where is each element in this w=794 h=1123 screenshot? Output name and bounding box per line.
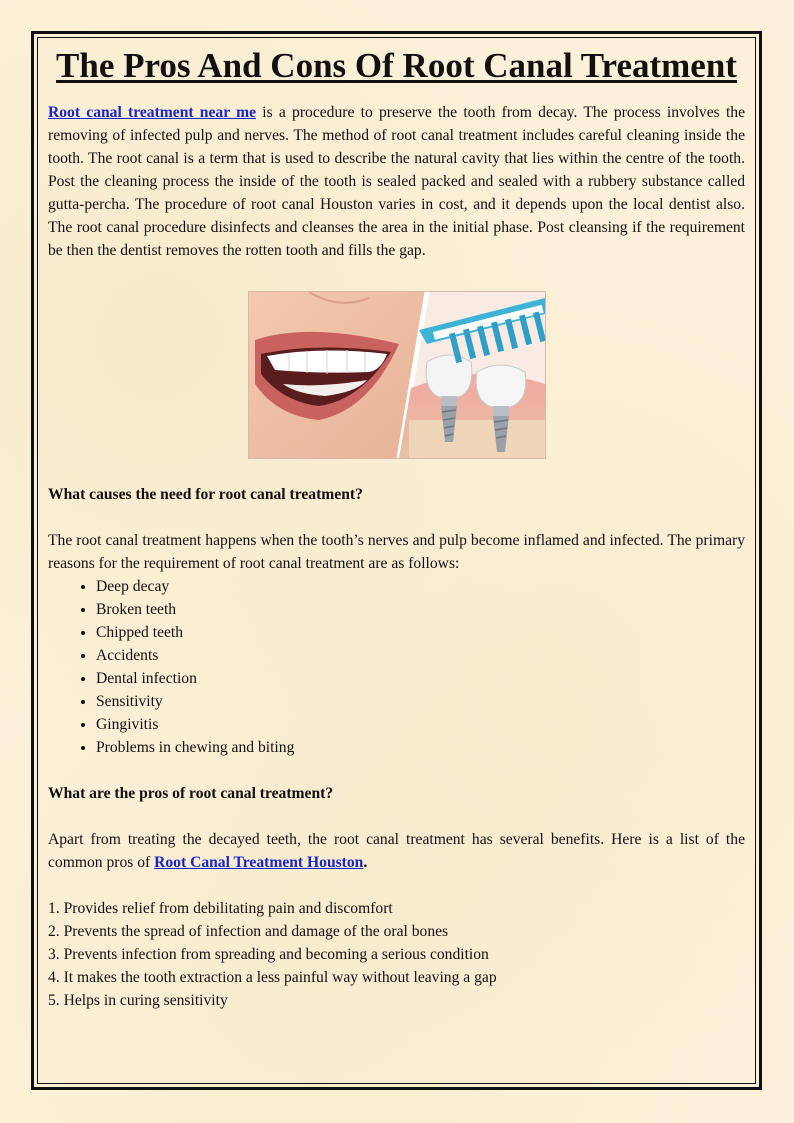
- list-item: 3. Prevents infection from spreading and becoming a serious condition: [48, 946, 489, 963]
- intro-paragraph: [48, 101, 745, 262]
- pros-list: [48, 897, 745, 1012]
- list-item: • Sensitivity: [96, 690, 745, 713]
- causes-list: [48, 575, 745, 759]
- pros-text-before: Apart from treating the decayed teeth, the root canal treatment has several benefits. Here is a list of the common pros of: [48, 831, 745, 871]
- list-item: • Problems in chewing and biting: [96, 736, 745, 759]
- root-canal-near-me-link[interactable]: Root canal treatment near me: [48, 104, 256, 121]
- list-item: • Gingivitis: [96, 713, 745, 736]
- list-item: 2. Prevents the spread of infection and damage of the oral bones: [48, 923, 449, 940]
- list-item: 4. It makes the tooth extraction a less painful way without leaving a gap: [48, 969, 497, 986]
- list-item: • Deep decay: [96, 575, 745, 598]
- causes-paragraph: The root canal treatment happens when the tooth’s nerves and pulp become inflamed and infected. The primary reasons for the requirement of root canal treatment are as follows:: [48, 532, 745, 572]
- list-item: • Accidents: [96, 644, 745, 667]
- list-item: 5. Helps in curing sensitivity: [48, 992, 228, 1009]
- document-content: [48, 44, 745, 1012]
- page-title: The Pros And Cons Of Root Canal Treatment: [56, 46, 737, 85]
- dental-illustration: [248, 291, 546, 459]
- pros-paragraph: [48, 828, 745, 874]
- pros-text-after: .: [363, 854, 368, 871]
- list-item: • Broken teeth: [96, 598, 745, 621]
- pros-heading: What are the pros of root canal treatment?: [48, 785, 334, 802]
- root-canal-houston-link[interactable]: Root Canal Treatment Houston: [154, 854, 364, 871]
- list-item: • Chipped teeth: [96, 621, 745, 644]
- list-item: • Dental infection: [96, 667, 745, 690]
- causes-heading: What causes the need for root canal treatment?: [48, 486, 363, 503]
- smile-and-implant-image: [249, 292, 545, 458]
- list-item: 1. Provides relief from debilitating pain and discomfort: [48, 900, 393, 917]
- intro-text: is a procedure to preserve the tooth from decay. The process involves the removing of infected pulp and nerves. The method of root canal treatment includes careful cleaning inside the tooth. The root canal is a term that is used to describe the natural cavity that lies within the centre of the tooth. Post the cleaning process the inside of the tooth is sealed packed and sealed with a rubbery substance called gutta-percha. The procedure of root canal Houston varies in cost, and it depends upon the local dentist also. The root canal procedure disinfects and cleanses the area in the initial phase. Post cleansing if the requirement be then the dentist removes the rotten tooth and fills the gap.: [48, 104, 746, 259]
